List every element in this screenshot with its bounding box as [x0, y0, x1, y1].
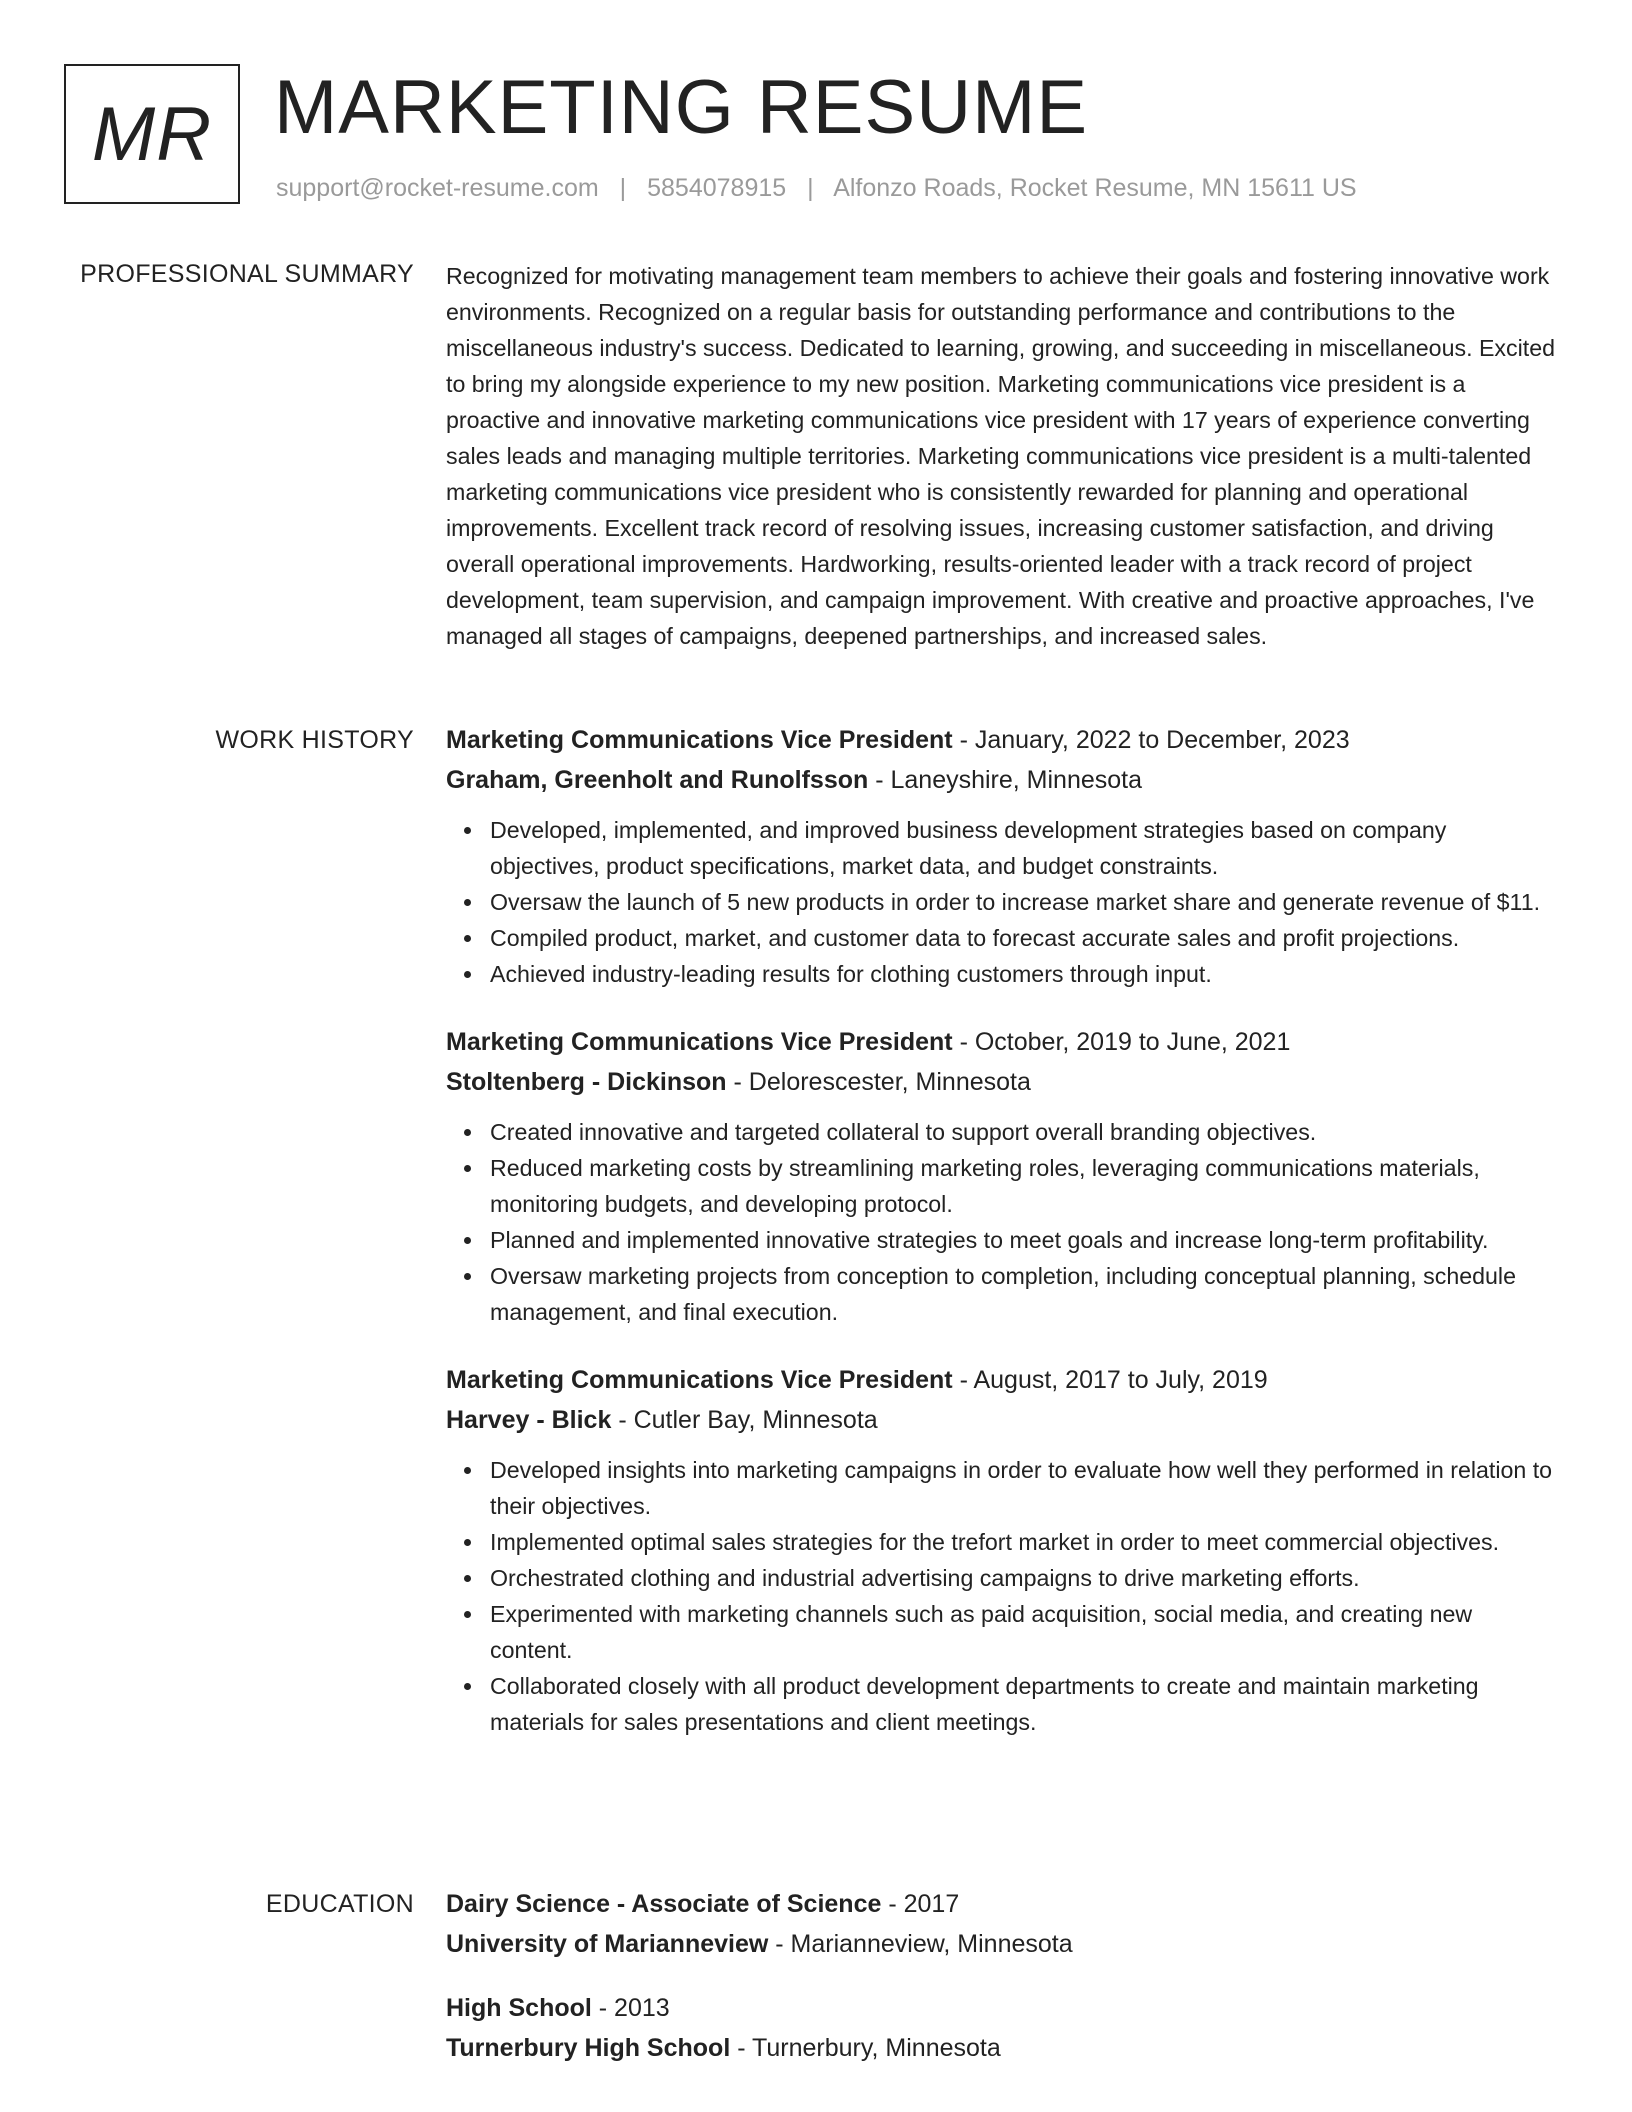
- job-bullet: Compiled product, market, and customer data to forecast accurate sales and profit projections.: [446, 920, 1561, 956]
- education-degree: High School: [446, 1994, 592, 2022]
- contact-separator: |: [619, 174, 627, 202]
- job-bullets: [446, 1114, 1561, 1330]
- contact-line: [276, 174, 1357, 203]
- job-title-line: [446, 1022, 1561, 1062]
- job-entry: [446, 1360, 1561, 1740]
- education-year: - 2013: [591, 1994, 670, 2022]
- job-location: - Laneyshire, Minnesota: [868, 766, 1143, 794]
- job-entry: [446, 1022, 1561, 1330]
- job-bullet: Reduced marketing costs by streamlining marketing roles, leveraging communications materials, monitoring budgets, and developing protocol.: [446, 1150, 1561, 1222]
- section-label-education: EDUCATION: [265, 1890, 414, 1918]
- job-bullet: Implemented optimal sales strategies for the trefort market in order to meet commercial objectives.: [446, 1524, 1561, 1560]
- education-body: [446, 1884, 1561, 2092]
- job-bullet: Experimented with marketing channels such as paid acquisition, social media, and creating new content.: [446, 1596, 1561, 1668]
- resume-header: [64, 64, 1564, 214]
- job-location: - Cutler Bay, Minnesota: [611, 1406, 878, 1434]
- job-company-line: [446, 1062, 1561, 1102]
- education-entry: [446, 1884, 1561, 1964]
- job-title-line: [446, 720, 1561, 760]
- job-location: - Delorescester, Minnesota: [726, 1068, 1031, 1096]
- job-company: Harvey - Blick: [446, 1406, 612, 1434]
- job-dates: - August, 2017 to July, 2019: [952, 1366, 1268, 1394]
- job-title: Marketing Communications Vice President: [446, 1366, 953, 1394]
- job-bullet: Achieved industry-leading results for clothing customers through input.: [446, 956, 1561, 992]
- education-degree: Dairy Science - Associate of Science: [446, 1890, 882, 1918]
- job-bullets: [446, 812, 1561, 992]
- job-company: Graham, Greenholt and Runolfsson: [446, 766, 869, 794]
- job-company-line: [446, 1400, 1561, 1440]
- education-degree-line: [446, 1884, 1561, 1924]
- job-title: Marketing Communications Vice President: [446, 726, 953, 754]
- education-degree-line: [446, 1988, 1561, 2028]
- job-company: Stoltenberg - Dickinson: [446, 1068, 727, 1096]
- education-school: University of Marianneview: [446, 1930, 769, 1958]
- job-bullet: Oversaw the launch of 5 new products in order to increase market share and generate revenue of $11.: [446, 884, 1561, 920]
- summary-text: Recognized for motivating management team members to achieve their goals and fostering innovative work environments. Recognized on a regular basis for outstanding performance and contributions to the miscellaneous industry's success. Dedicated to learning, growing, and succeeding in miscellaneous. Excited to bring my alongside experience to my new position. Marketing communications vice president is a proactive and innovative marketing communications vice president with 17 years of experience converting sales leads and managing multiple territories. Marketing communications vice president is a multi-talented marketing communications vice president who is consistently rewarded for planning and operational improvements. Excellent track record of resolving issues, increasing customer satisfaction, and driving overall operational improvements. Hardworking, results-oriented leader with a track record of project development, team supervision, and campaign improvement. With creative and proactive approaches, I've managed all stages of campaigns, deepened partnerships, and increased sales.: [446, 263, 1555, 649]
- job-bullet: Oversaw marketing projects from conception to completion, including conceptual planning, schedule management, and final execution.: [446, 1258, 1561, 1330]
- education-location: - Turnerbury, Minnesota: [730, 2034, 1001, 2062]
- job-dates: - October, 2019 to June, 2021: [952, 1028, 1291, 1056]
- job-company-line: [446, 760, 1561, 800]
- job-title: Marketing Communications Vice President: [446, 1028, 953, 1056]
- job-entry: [446, 720, 1561, 992]
- education-school-line: [446, 1924, 1561, 1964]
- education-school: Turnerbury High School: [446, 2034, 731, 2062]
- education-entry: [446, 1988, 1561, 2068]
- job-bullet: Created innovative and targeted collateral to support overall branding objectives.: [446, 1114, 1561, 1150]
- contact-phone[interactable]: 5854078915: [647, 174, 787, 202]
- monogram-logo: MR: [64, 64, 240, 204]
- job-bullet: Planned and implemented innovative strategies to meet goals and increase long-term profitability.: [446, 1222, 1561, 1258]
- job-dates: - January, 2022 to December, 2023: [952, 726, 1350, 754]
- education-year: - 2017: [881, 1890, 960, 1918]
- contact-address: Alfonzo Roads, Rocket Resume, MN 15611 US: [833, 174, 1357, 202]
- education-school-line: [446, 2028, 1561, 2068]
- section-label-summary: PROFESSIONAL SUMMARY: [80, 260, 414, 288]
- education-location: - Marianneview, Minnesota: [768, 1930, 1073, 1958]
- contact-email[interactable]: support@rocket-resume.com: [276, 174, 599, 202]
- job-bullet: Developed insights into marketing campaigns in order to evaluate how well they performed in relation to their objectives.: [446, 1452, 1561, 1524]
- job-bullet: Developed, implemented, and improved business development strategies based on company objectives, product specifications, market data, and budget constraints.: [446, 812, 1561, 884]
- section-label-work-history: WORK HISTORY: [215, 726, 414, 754]
- job-title-line: [446, 1360, 1561, 1400]
- job-bullets: [446, 1452, 1561, 1740]
- work-history-body: [446, 720, 1561, 1770]
- resume-title: MARKETING RESUME: [274, 65, 1089, 150]
- summary-body: [446, 258, 1561, 654]
- job-bullet: Orchestrated clothing and industrial advertising campaigns to drive marketing efforts.: [446, 1560, 1561, 1596]
- job-bullet: Collaborated closely with all product development departments to create and maintain marketing materials for sales presentations and client meetings.: [446, 1668, 1561, 1740]
- contact-separator: |: [807, 174, 814, 202]
